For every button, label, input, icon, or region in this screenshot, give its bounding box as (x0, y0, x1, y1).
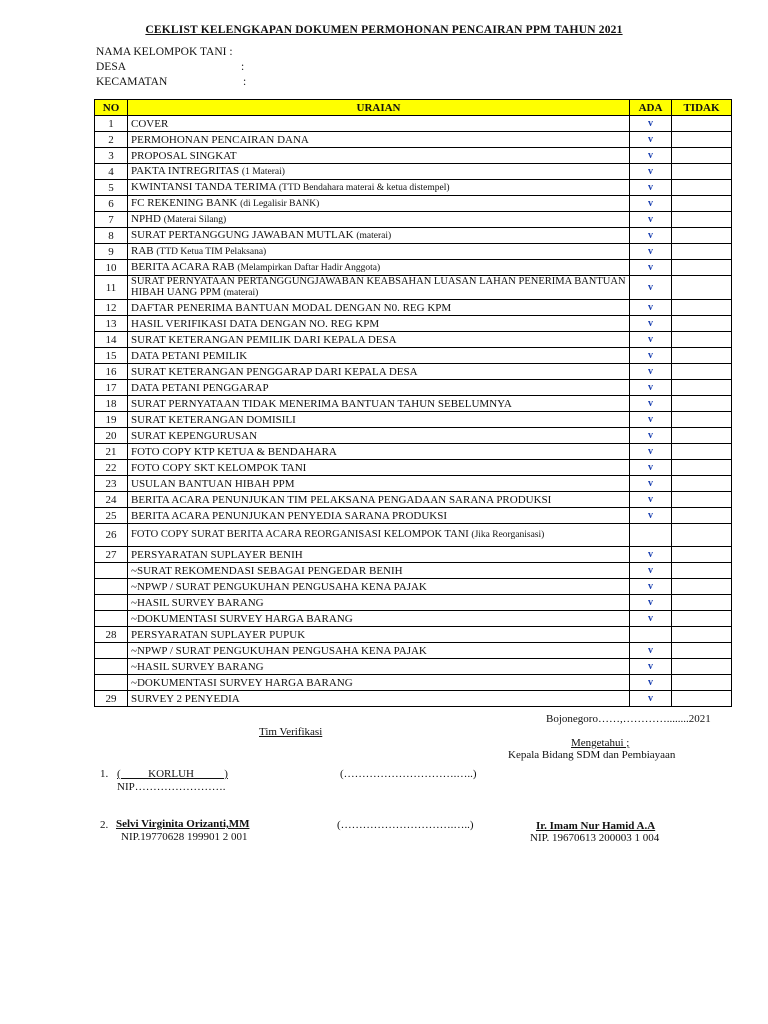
table-row (95, 579, 732, 595)
table-row (95, 659, 732, 675)
tidak-cell (672, 595, 732, 611)
table-row (95, 148, 732, 164)
row-uraian-note: (1 Materai) (241, 167, 285, 177)
ada-checkmark: v (630, 460, 672, 476)
mengetahui-label: Mengetahui ; (571, 737, 630, 749)
table-row (95, 563, 732, 579)
tidak-cell (672, 611, 732, 627)
row-uraian-text: DAFTAR PENERIMA BANTUAN MODAL DENGAN N0. REG KPM (131, 301, 452, 314)
header-tidak: TIDAK (672, 100, 732, 116)
row-uraian (128, 611, 630, 627)
row-uraian-note: (materai) (356, 231, 392, 241)
row-uraian-note: (Materai Silang) (163, 215, 227, 225)
sig2-number: 2. (100, 819, 109, 831)
row-uraian (128, 412, 630, 428)
row-number: 14 (95, 332, 128, 348)
ada-checkmark: v (630, 260, 672, 276)
tidak-cell (672, 212, 732, 228)
row-uraian (128, 675, 630, 691)
kepala-nip: NIP. 19670613 200003 1 004 (530, 832, 660, 844)
row-uraian (128, 276, 630, 300)
tidak-cell (672, 508, 732, 524)
table-row (95, 691, 732, 707)
header-uraian: URAIAN (128, 100, 630, 116)
ada-checkmark: v (630, 675, 672, 691)
sig2-nip: NIP.19770628 199901 2 001 (121, 831, 248, 843)
table-row (95, 611, 732, 627)
ada-checkmark: v (630, 659, 672, 675)
ada-checkmark: v (630, 212, 672, 228)
row-uraian (128, 348, 630, 364)
row-uraian (128, 300, 630, 316)
table-row (95, 300, 732, 316)
row-uraian (128, 332, 630, 348)
ada-checkmark: v (630, 332, 672, 348)
row-uraian-text: SURVEY 2 PENYEDIA (131, 692, 240, 705)
ada-checkmark: v (630, 228, 672, 244)
table-row (95, 316, 732, 332)
meta-kecamatan (96, 76, 256, 88)
row-uraian-text: DATA PETANI PEMILIK (131, 349, 248, 362)
tidak-cell (672, 260, 732, 276)
meta-label: NAMA KELOMPOK TANI : (96, 46, 233, 58)
row-number: 18 (95, 396, 128, 412)
row-uraian (128, 444, 630, 460)
sig1-number: 1. (100, 768, 109, 780)
row-uraian (128, 244, 630, 260)
row-number: 15 (95, 348, 128, 364)
tidak-cell (672, 476, 732, 492)
tidak-cell (672, 276, 732, 300)
row-uraian (128, 492, 630, 508)
row-number: 7 (95, 212, 128, 228)
tidak-cell (672, 547, 732, 563)
row-uraian-text: PAKTA INTREGRITAS (131, 165, 240, 177)
table-row (95, 444, 732, 460)
table-row (95, 212, 732, 228)
table-row (95, 476, 732, 492)
row-uraian-text: HASIL VERIFIKASI DATA DENGAN NO. REG KPM (131, 317, 380, 330)
row-uraian-note: (TTD Bendahara materai & ketua distempel) (278, 183, 450, 193)
row-number: 22 (95, 460, 128, 476)
row-uraian-text: FC REKENING BANK (131, 197, 238, 209)
ada-checkmark: v (630, 396, 672, 412)
row-uraian-text: SURAT PERNYATAAN TIDAK MENERIMA BANTUAN TAHUN SEBELUMNYA (131, 397, 512, 410)
row-uraian-text: PERMOHONAN PENCAIRAN DANA (131, 133, 309, 146)
row-uraian (128, 164, 630, 180)
ada-checkmark: v (630, 428, 672, 444)
tidak-cell (672, 428, 732, 444)
table-header-row (95, 100, 732, 116)
row-uraian (128, 260, 630, 276)
tidak-cell (672, 524, 732, 547)
row-uraian (128, 563, 630, 579)
checklist-table (94, 99, 732, 707)
tidak-cell (672, 364, 732, 380)
row-uraian (128, 364, 630, 380)
table-row (95, 196, 732, 212)
ada-checkmark: v (630, 132, 672, 148)
tidak-cell (672, 116, 732, 132)
row-uraian-text: SURAT PERNYATAAN PERTANGGUNGJAWABAN KEABSAHAN LUASAN LAHAN PENERIMA BANTUAN HIBAH UANG PPM (131, 276, 626, 298)
table-row (95, 332, 732, 348)
tidak-cell (672, 196, 732, 212)
row-uraian (128, 627, 630, 643)
meta-desa (96, 61, 256, 73)
kepala-name: Ir. Imam Nur Hamid A.A (536, 820, 656, 832)
table-row (95, 116, 732, 132)
row-uraian (128, 428, 630, 444)
row-uraian-text: RAB (131, 245, 154, 257)
tidak-cell (672, 180, 732, 196)
row-number: 6 (95, 196, 128, 212)
ada-checkmark: v (630, 148, 672, 164)
header-ada: ADA (630, 100, 672, 116)
row-uraian (128, 524, 630, 547)
ada-checkmark: v (630, 244, 672, 260)
row-uraian-note: (materai) (223, 288, 259, 298)
table-row (95, 180, 732, 196)
ada-checkmark: v (630, 508, 672, 524)
tidak-cell (672, 148, 732, 164)
row-uraian-text: FOTO COPY SURAT BERITA ACARA REORGANISASI KELOMPOK TANI (131, 529, 469, 540)
row-uraian-text: SURAT KEPENGURUSAN (131, 429, 258, 442)
row-uraian-text: ~DOKUMENTASI SURVEY HARGA BARANG (131, 612, 353, 625)
tidak-cell (672, 332, 732, 348)
row-uraian (128, 460, 630, 476)
row-number: 28 (95, 627, 128, 643)
ada-checkmark: v (630, 348, 672, 364)
row-uraian-text: NPHD (131, 213, 161, 225)
table-row (95, 364, 732, 380)
row-number (95, 595, 128, 611)
table-row (95, 508, 732, 524)
tidak-cell (672, 316, 732, 332)
row-number: 11 (95, 276, 128, 300)
tidak-cell (672, 643, 732, 659)
row-number: 16 (95, 364, 128, 380)
ada-checkmark: v (630, 276, 672, 300)
row-number: 24 (95, 492, 128, 508)
ada-checkmark: v (630, 492, 672, 508)
row-uraian (128, 476, 630, 492)
row-number: 10 (95, 260, 128, 276)
table-row (95, 244, 732, 260)
table-body (95, 116, 732, 707)
tidak-cell (672, 492, 732, 508)
table-row (95, 627, 732, 643)
tidak-cell (672, 563, 732, 579)
header-no: NO (95, 100, 128, 116)
row-uraian-text: ~DOKUMENTASI SURVEY HARGA BARANG (131, 676, 353, 689)
row-uraian (128, 212, 630, 228)
row-uraian-text: SURAT PERTANGGUNG JAWABAN MUTLAK (131, 229, 354, 241)
tim-verifikasi-label: Tim Verifikasi (259, 726, 323, 738)
table-row (95, 675, 732, 691)
table-row (95, 412, 732, 428)
ada-checkmark: v (630, 380, 672, 396)
table-row (95, 260, 732, 276)
row-uraian (128, 508, 630, 524)
row-uraian (128, 316, 630, 332)
tidak-cell (672, 164, 732, 180)
row-number (95, 579, 128, 595)
sig1-signature-line: (………………………….…..) (340, 768, 477, 780)
row-uraian-text: DATA PETANI PENGGARAP (131, 381, 269, 394)
row-number (95, 675, 128, 691)
ada-checkmark: v (630, 547, 672, 563)
row-uraian-text: BERITA ACARA PENUNJUKAN TIM PELAKSANA PENGADAAN SARANA PRODUKSI (131, 493, 552, 506)
ada-checkmark (630, 524, 672, 547)
table-row (95, 547, 732, 563)
tidak-cell (672, 444, 732, 460)
row-number: 23 (95, 476, 128, 492)
row-uraian-text: COVER (131, 117, 169, 130)
row-number (95, 563, 128, 579)
tidak-cell (672, 300, 732, 316)
tidak-cell (672, 659, 732, 675)
row-uraian-note: (Jika Reorganisasi) (471, 530, 545, 540)
table-row (95, 460, 732, 476)
ada-checkmark: v (630, 444, 672, 460)
table-row (95, 492, 732, 508)
table-row (95, 396, 732, 412)
row-number (95, 611, 128, 627)
row-uraian (128, 148, 630, 164)
row-uraian-text: FOTO COPY SKT KELOMPOK TANI (131, 461, 307, 474)
row-number: 9 (95, 244, 128, 260)
row-uraian (128, 643, 630, 659)
row-uraian-note: (Melampirkan Daftar Hadir Anggota) (237, 263, 381, 273)
row-number: 17 (95, 380, 128, 396)
ada-checkmark: v (630, 611, 672, 627)
meta-label: KECAMATAN (96, 76, 168, 88)
row-number (95, 643, 128, 659)
tidak-cell (672, 675, 732, 691)
row-uraian-text: SURAT KETERANGAN PEMILIK DARI KEPALA DESA (131, 333, 397, 346)
row-uraian (128, 396, 630, 412)
row-uraian-text: BERITA ACARA PENUNJUKAN PENYEDIA SARANA PRODUKSI (131, 509, 448, 522)
row-number: 12 (95, 300, 128, 316)
ada-checkmark: v (630, 300, 672, 316)
row-number: 25 (95, 508, 128, 524)
tidak-cell (672, 627, 732, 643)
sig1-nip: NIP……………………. (117, 781, 226, 793)
row-uraian (128, 196, 630, 212)
tidak-cell (672, 691, 732, 707)
row-uraian (128, 228, 630, 244)
row-number: 5 (95, 180, 128, 196)
ada-checkmark: v (630, 116, 672, 132)
row-uraian (128, 691, 630, 707)
sig2-name: Selvi Virginita Orizanti,MM (116, 818, 250, 830)
ada-checkmark: v (630, 180, 672, 196)
ada-checkmark: v (630, 196, 672, 212)
row-number: 4 (95, 164, 128, 180)
row-uraian-text: FOTO COPY KTP KETUA & BENDAHARA (131, 445, 337, 458)
ada-checkmark: v (630, 579, 672, 595)
tidak-cell (672, 579, 732, 595)
ada-checkmark: v (630, 364, 672, 380)
ada-checkmark (630, 627, 672, 643)
table-row (95, 428, 732, 444)
row-uraian-text: USULAN BANTUAN HIBAH PPM (131, 477, 295, 490)
row-uraian (128, 595, 630, 611)
ada-checkmark: v (630, 164, 672, 180)
tidak-cell (672, 244, 732, 260)
table-row (95, 228, 732, 244)
row-uraian-text: SURAT KETERANGAN PENGGARAP DARI KEPALA DESA (131, 365, 418, 378)
row-uraian-text: ~NPWP / SURAT PENGUKUHAN PENGUSAHA KENA PAJAK (131, 644, 427, 657)
meta-value: : (241, 61, 245, 73)
tidak-cell (672, 396, 732, 412)
table-row (95, 132, 732, 148)
row-uraian-text: SURAT KETERANGAN DOMISILI (131, 413, 296, 426)
ada-checkmark: v (630, 691, 672, 707)
table-row (95, 380, 732, 396)
row-number: 21 (95, 444, 128, 460)
table-row (95, 524, 732, 547)
row-number: 1 (95, 116, 128, 132)
row-uraian (128, 132, 630, 148)
meta-label: DESA (96, 61, 127, 73)
row-uraian (128, 579, 630, 595)
tidak-cell (672, 460, 732, 476)
tidak-cell (672, 132, 732, 148)
row-number: 20 (95, 428, 128, 444)
row-uraian-note: (TTD Ketua TIM Pelaksana) (156, 247, 267, 257)
kepala-bidang-title: Kepala Bidang SDM dan Pembiayaan (508, 749, 676, 761)
ada-checkmark: v (630, 412, 672, 428)
row-number: 2 (95, 132, 128, 148)
meta-kelompok-tani (96, 46, 233, 58)
row-number: 3 (95, 148, 128, 164)
meta-value: : (243, 76, 247, 88)
row-uraian-note: (di Legalisir BANK) (240, 199, 320, 209)
row-uraian-text: ~SURAT REKOMENDASI SEBAGAI PENGEDAR BENIH (131, 564, 403, 577)
row-number: 19 (95, 412, 128, 428)
sig1-name: ( KORLUH ) (117, 768, 228, 780)
ada-checkmark: v (630, 595, 672, 611)
ada-checkmark: v (630, 316, 672, 332)
row-uraian-text: PERSYARATAN SUPLAYER BENIH (131, 548, 303, 561)
row-number (95, 659, 128, 675)
ada-checkmark: v (630, 643, 672, 659)
row-uraian-text: ~HASIL SURVEY BARANG (131, 660, 264, 673)
row-number: 8 (95, 228, 128, 244)
row-uraian-text: BERITA ACARA RAB (131, 261, 235, 273)
table-row (95, 276, 732, 300)
row-uraian-text: ~HASIL SURVEY BARANG (131, 596, 264, 609)
row-number: 26 (95, 524, 128, 547)
row-uraian (128, 659, 630, 675)
sig2-signature-line: (………………………….…..) (337, 819, 474, 831)
table-row (95, 348, 732, 364)
row-uraian (128, 547, 630, 563)
row-uraian-text: ~NPWP / SURAT PENGUKUHAN PENGUSAHA KENA PAJAK (131, 580, 427, 593)
tidak-cell (672, 228, 732, 244)
row-uraian-text: PROPOSAL SINGKAT (131, 149, 237, 162)
row-uraian (128, 180, 630, 196)
row-uraian-text: PERSYARATAN SUPLAYER PUPUK (131, 628, 306, 641)
ada-checkmark: v (630, 563, 672, 579)
row-uraian-text: KWINTANSI TANDA TERIMA (131, 181, 277, 193)
ada-checkmark: v (630, 476, 672, 492)
row-uraian (128, 380, 630, 396)
row-number: 27 (95, 547, 128, 563)
table-row (95, 643, 732, 659)
table-row (95, 164, 732, 180)
tidak-cell (672, 412, 732, 428)
row-uraian (128, 116, 630, 132)
document-title: CEKLIST KELENGKAPAN DOKUMEN PERMOHONAN PENCAIRAN PPM TAHUN 2021 (145, 24, 623, 36)
tidak-cell (672, 348, 732, 364)
tidak-cell (672, 380, 732, 396)
place-date: Bojonegoro……,…………........2021 (546, 713, 711, 725)
row-number: 29 (95, 691, 128, 707)
row-number: 13 (95, 316, 128, 332)
table-row (95, 595, 732, 611)
